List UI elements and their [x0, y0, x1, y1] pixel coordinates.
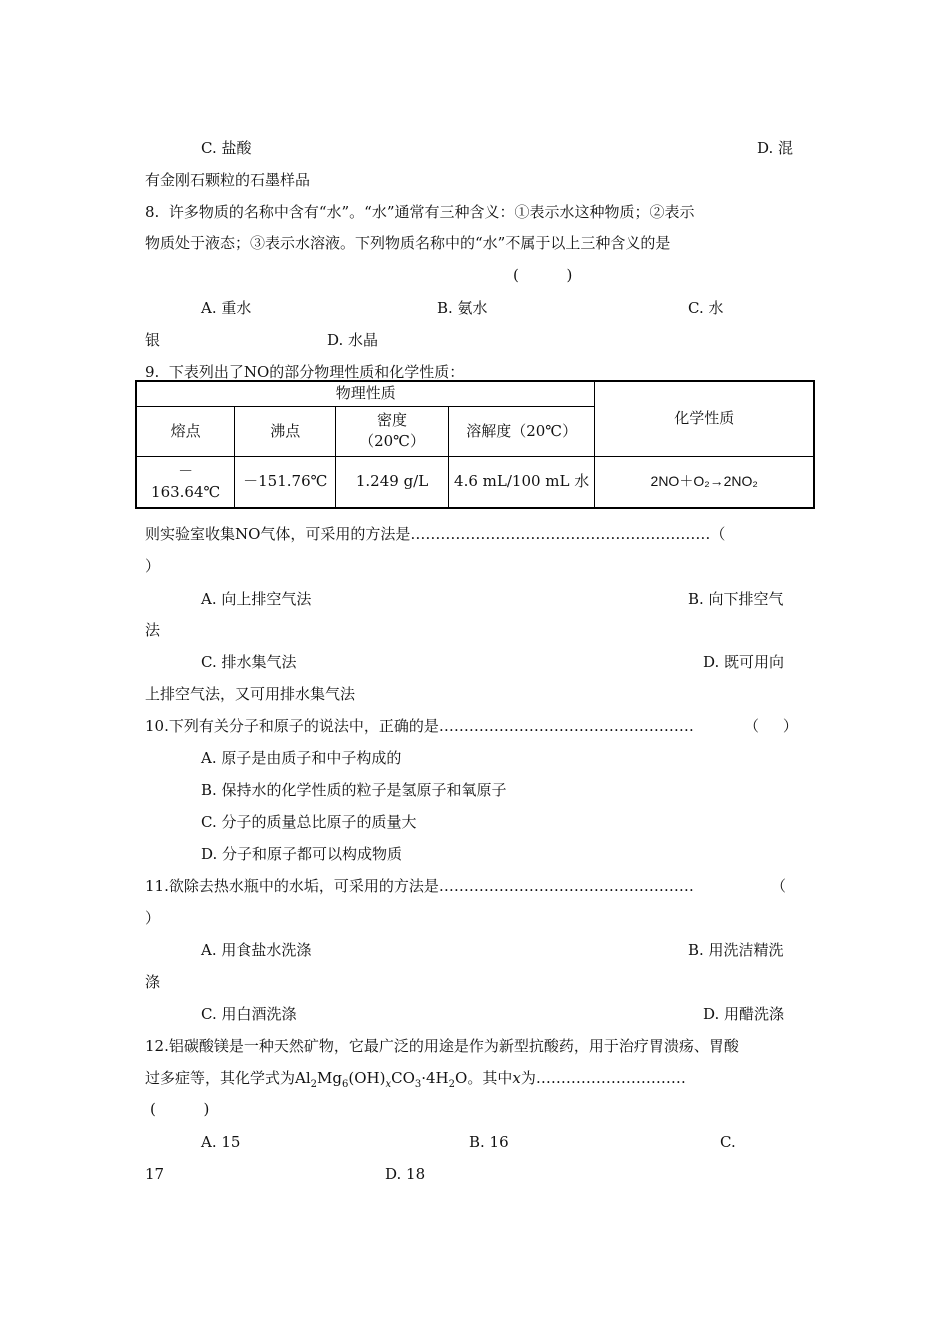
q10-option-d: D. 分子和原子都可以构成物质 — [201, 845, 403, 863]
solubility-header: 溶解度（20℃） — [448, 406, 595, 456]
q12-stem-prefix: 过多症等，其化学式为Al — [145, 1069, 311, 1087]
q12-stem-line1: 12.铝碳酸镁是一种天然矿物，它最广泛的用途是作为新型抗酸药，用于治疗胃溃疡、胃酸 — [145, 1037, 739, 1055]
q12-option-c-continued: 17 — [145, 1165, 165, 1183]
chemical-properties-header: 化学性质 — [595, 381, 814, 456]
q7-option-c: C. 盐酸 — [201, 139, 252, 157]
q11-paren-close: ） — [145, 909, 161, 927]
melting-point-sign: － — [178, 461, 194, 480]
melting-point-header: 熔点 — [136, 406, 235, 456]
q8-stem-line1: 8. 许多物质的名称中含有“水”。“水”通常有三种含义：①表示水这种物质；②表示 — [145, 203, 695, 221]
q10-option-b: B. 保持水的化学性质的粒子是氢原子和氧原子 — [201, 781, 507, 799]
density-value: 1.249 g/L — [336, 456, 449, 508]
q11-option-b-continued: 涤 — [145, 973, 161, 991]
q12-formula-tail: 。其中 — [467, 1069, 513, 1087]
melting-point-value — [136, 456, 235, 508]
q9-question: 则实验室收集NO气体，可采用的方法是……………………………………………………（ — [145, 525, 726, 543]
q11-option-b: B. 用洗洁精洗 — [688, 941, 784, 959]
density-header — [336, 406, 449, 456]
q12-option-c: C. — [720, 1133, 736, 1151]
q7-option-d-continued: 有金刚石颗粒的石墨样品 — [145, 171, 311, 189]
solubility-value: 4.6 mL/100 mL 水 — [448, 456, 595, 508]
q10-option-a: A. 原子是由质子和中子构成的 — [201, 749, 402, 767]
q8-option-b: B. 氨水 — [437, 299, 488, 317]
density-header-line2: （20℃） — [359, 432, 425, 450]
density-header-line1: 密度 — [377, 411, 408, 429]
physical-properties-header: 物理性质 — [136, 381, 595, 406]
q9-paren-close: ） — [145, 557, 161, 575]
q8-stem-line2: 物质处于液态；③表示水溶液。下列物质名称中的“水”不属于以上三种含义的是 — [145, 234, 671, 252]
q11-option-c: C. 用白酒洗涤 — [201, 1005, 297, 1023]
q11-option-a: A. 用食盐水洗涤 — [201, 941, 312, 959]
no-properties-table — [135, 380, 815, 509]
q12-answer-paren: ( ) — [150, 1100, 210, 1118]
q12-option-a: A. 15 — [201, 1133, 241, 1151]
q8-option-a: A. 重水 — [201, 299, 252, 317]
boiling-point-value: －151.76℃ — [235, 456, 336, 508]
q9-intro: 9. 下表列出了NO的部分物理性质和化学性质： — [145, 363, 465, 381]
q9-option-b: B. 向下排空气 — [688, 590, 784, 608]
q9-option-a: A. 向上排空气法 — [201, 590, 312, 608]
q12-stem-line2: 过多症等，其化学式为$Al_2Mg_6(OH)_xCO_3\cdot 4H_2O$。其中x为………………………… — [145, 1069, 686, 1090]
q9-option-c: C. 排水集气法 — [201, 653, 297, 671]
q9-option-b-continued: 法 — [145, 621, 161, 639]
boiling-point-header: 沸点 — [235, 406, 336, 456]
q7-option-d: D. 混 — [757, 139, 794, 157]
q10-question: 10.下列有关分子和原子的说法中，正确的是…………………………………………… — [145, 717, 694, 735]
q8-option-c: C. 水 — [688, 299, 724, 317]
q9-option-d-continued: 上排空气法，又可用排水集气法 — [145, 685, 356, 703]
q8-option-c-continued: 银 — [145, 331, 161, 349]
q12-variable-x: x — [512, 1069, 521, 1087]
q9-option-d: D. 既可用向 — [703, 653, 785, 671]
q11-question: 11.欲除去热水瓶中的水垢，可采用的方法是…………………………………………… — [145, 877, 694, 895]
melting-point-number: 163.64℃ — [151, 482, 221, 501]
chemical-reaction: 2NO＋O₂→2NO₂ — [595, 456, 814, 508]
q11-paren-open: （ — [771, 877, 787, 895]
q11-option-d: D. 用醋洗涤 — [703, 1005, 785, 1023]
q12-option-d: D. 18 — [385, 1165, 426, 1183]
q10-answer-paren: （ ） — [744, 717, 798, 735]
q8-option-d: D. 水晶 — [327, 331, 379, 349]
q12-stem-end: 为………………………… — [520, 1069, 686, 1087]
q8-answer-paren: ( ) — [513, 266, 573, 284]
q10-option-c: C. 分子的质量总比原子的质量大 — [201, 813, 417, 831]
q12-option-b: B. 16 — [469, 1133, 509, 1151]
